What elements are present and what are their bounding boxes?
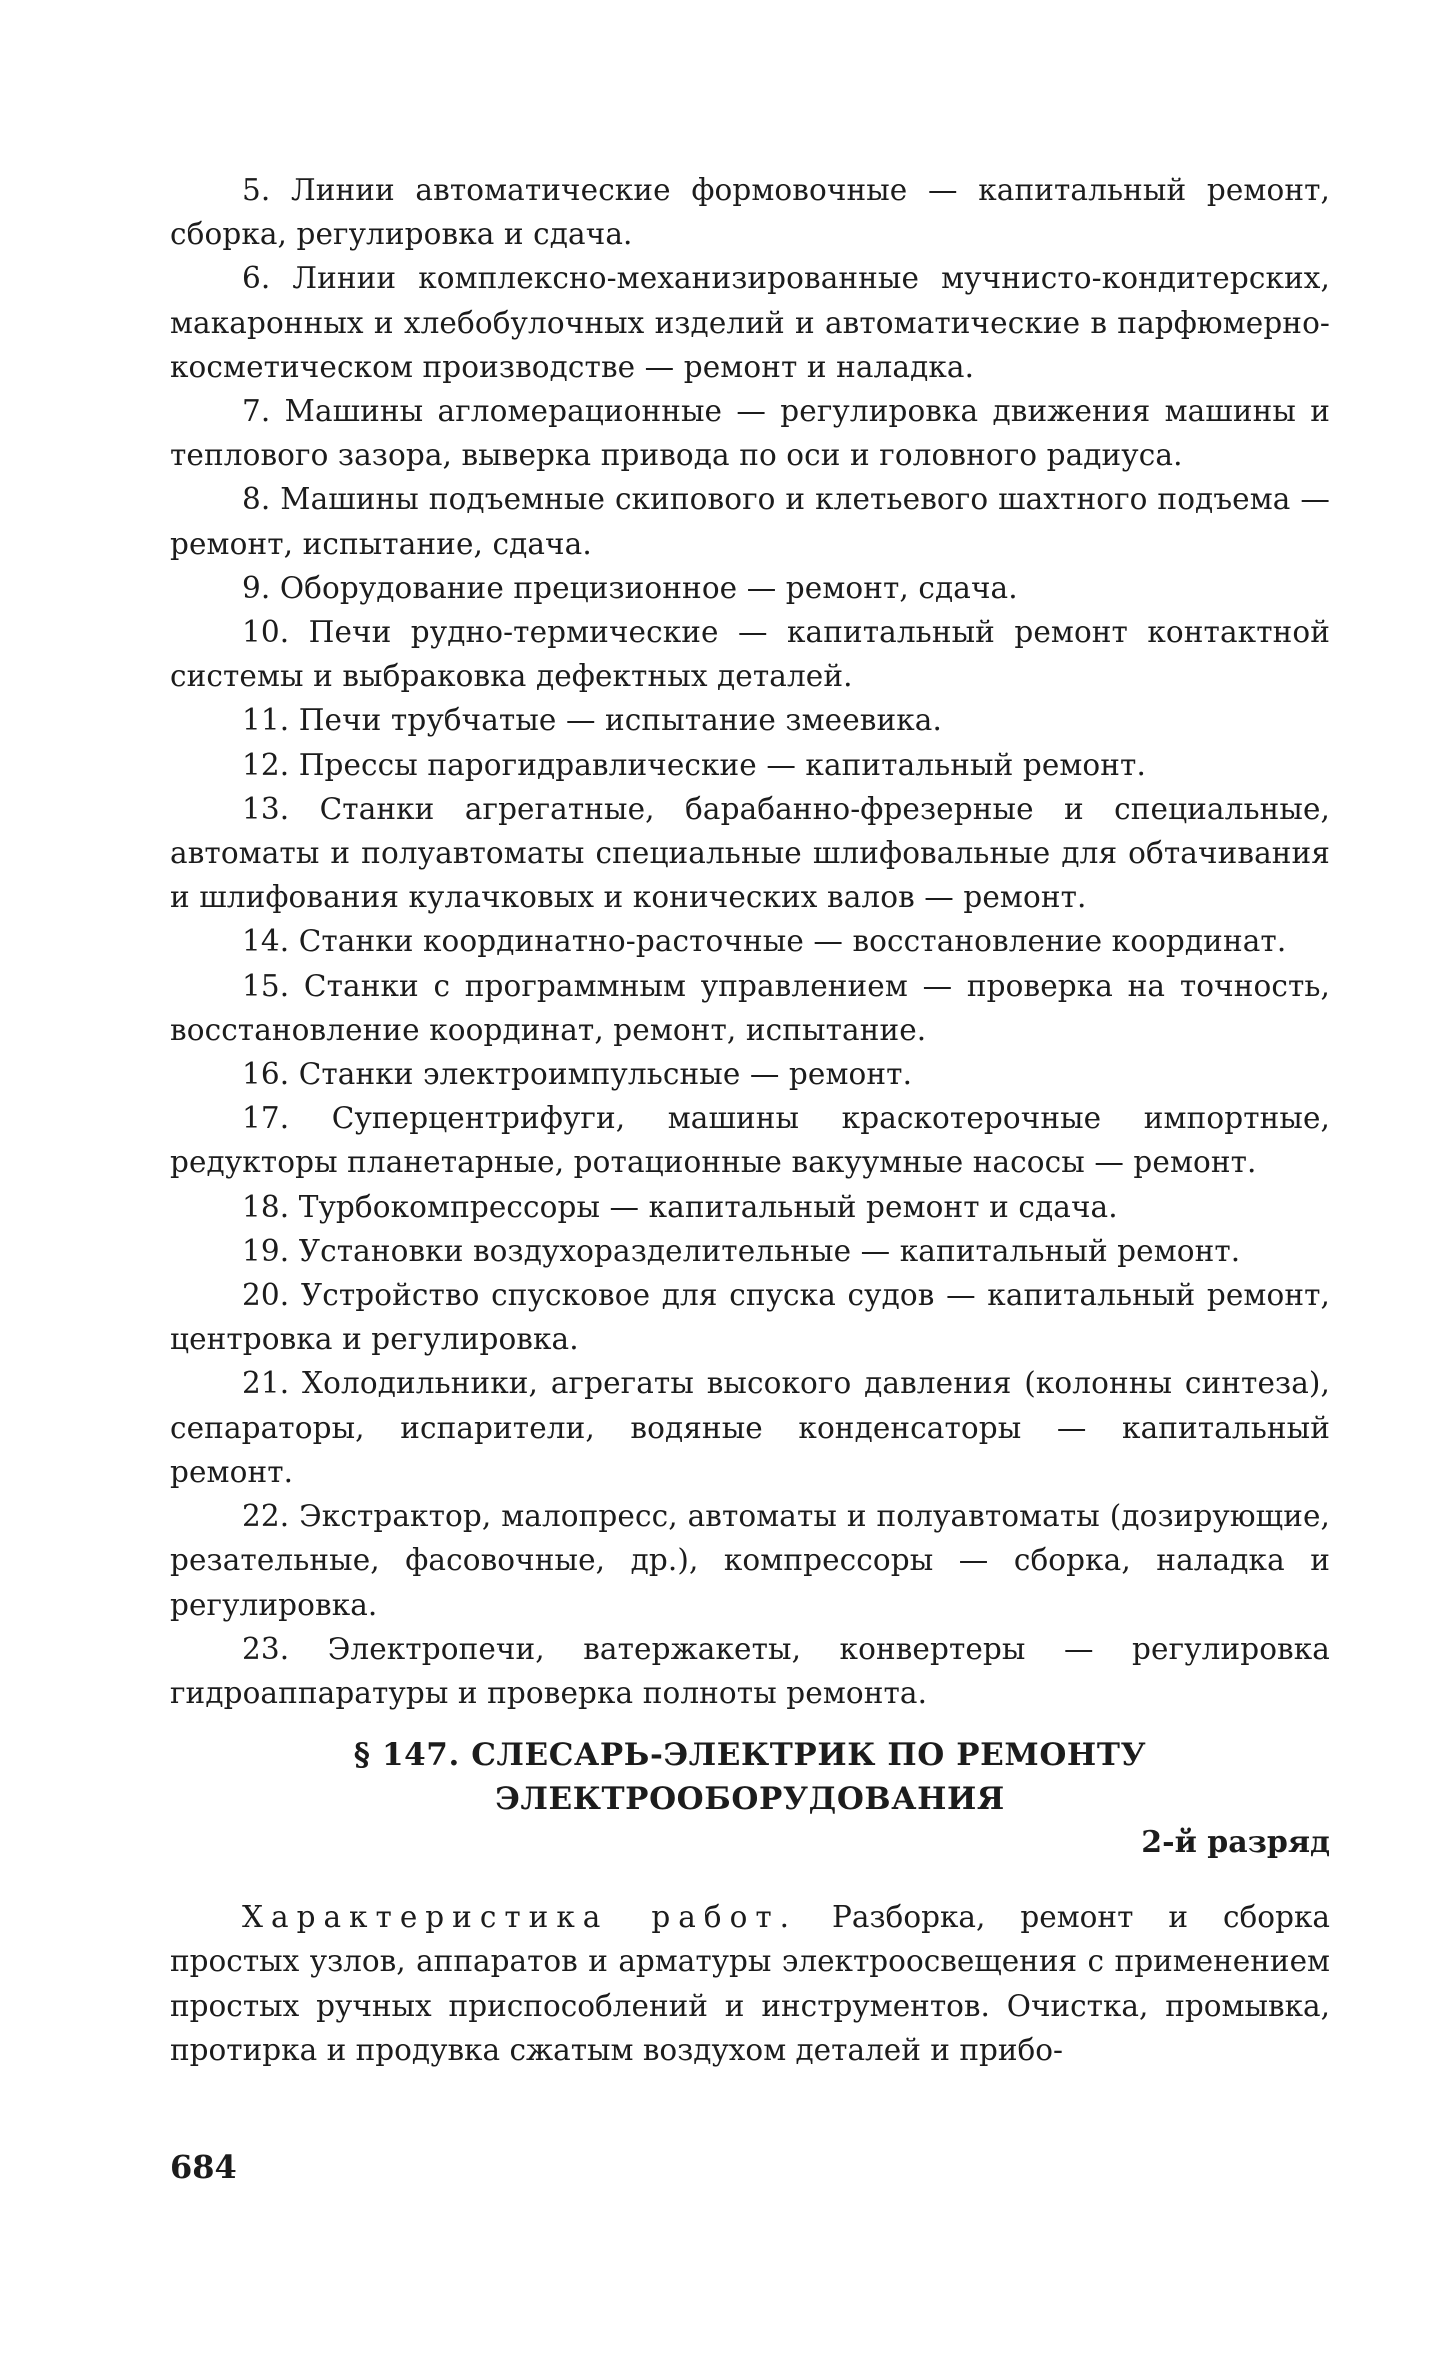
list-item: 8. Машины подъемные скипового и клетьевого шахтного подъема — ремонт, испытание, сдача.: [170, 482, 1330, 561]
list-item: 14. Станки координатно-расточные — восстановление координат.: [242, 924, 1287, 959]
list-item: 23. Электропечи, ватержакеты, конвертеры — регулировка гидроаппаратуры и проверка полноты ремонта.: [170, 1631, 1330, 1710]
list-item: 6. Линии комплексно-механизированные мучнисто-кондитерских, макаронных и хлебобулочных изделий и автоматические в парфюмерно-косметическом производстве — ремонт и наладка.: [170, 261, 1330, 384]
list-item: 12. Прессы парогидравлические — капитальный ремонт.: [242, 747, 1146, 782]
page-content: [170, 168, 1330, 2072]
list-item: 9. Оборудование прецизионное — ремонт, сдача.: [242, 570, 1018, 605]
section-heading: [170, 1733, 1330, 1821]
list-item: 7. Машины агломерационные — регулировка движения машины и теплового зазора, выверка привода по оси и головного радиуса.: [170, 394, 1330, 473]
list-item: 17. Суперцентрифуги, машины краскотерочные импортные, редукторы планетарные, ротационные вакуумные насосы — ремонт.: [170, 1101, 1330, 1180]
list-item: 19. Установки воздухоразделительные — капитальный ремонт.: [242, 1233, 1241, 1268]
work-characteristics-label: Характеристика работ.: [242, 1900, 798, 1935]
list-item: 20. Устройство спусковое для спуска судов — капитальный ремонт, центровка и регулировка.: [170, 1278, 1330, 1357]
list-item: 10. Печи рудно-термические — капитальный ремонт контактной системы и выбраковка дефектных деталей.: [170, 615, 1330, 694]
list-item: 15. Станки с программным управлением — проверка на точность, восстановление координат, ремонт, испытание.: [170, 968, 1330, 1047]
list-item: 18. Турбокомпрессоры — капитальный ремонт и сдача.: [242, 1189, 1118, 1224]
list-item: 13. Станки агрегатные, барабанно-фрезерные и специальные, автоматы и полуавтоматы специальные шлифовальные для обтачивания и шлифования кулачковых и конических валов — ремонт.: [170, 791, 1330, 915]
list-item: 22. Экстрактор, малопресс, автоматы и полуавтоматы (дозирующие, резательные, фасовочные, др.), компрессоры — сборка, наладка и регулировка.: [170, 1499, 1330, 1622]
grade-label: 2-й разряд: [1141, 1825, 1330, 1861]
repair-items-list: [170, 168, 1330, 1715]
section-title-line-2: ЭЛЕКТРООБОРУДОВАНИЯ: [495, 1781, 1005, 1818]
list-item: 16. Станки электроимпульсные — ремонт.: [242, 1057, 913, 1092]
list-item: 21. Холодильники, агрегаты высокого давления (колонны синтеза), сепараторы, испарители, водяные конденсаторы — капитальный ремонт.: [170, 1366, 1330, 1489]
list-item: 11. Печи трубчатые — испытание змеевика.: [242, 703, 942, 738]
page-number: 684: [170, 2148, 237, 2186]
list-item: 5. Линии автоматические формовочные — капитальный ремонт, сборка, регулировка и сдача.: [170, 173, 1330, 252]
work-characteristics-paragraph: [170, 1895, 1330, 2072]
work-characteristics-text: Разборка, ремонт и сборка простых узлов, аппаратов и арматуры электроосвещения с применением простых ручных приспособлений и инструментов. Очистка, промывка, протирка и продувка сжатым воздухом деталей и прибо-: [170, 1900, 1330, 2067]
section-title-line-1: § 147. СЛЕСАРЬ-ЭЛЕКТРИК ПО РЕМОНТУ: [353, 1737, 1147, 1774]
